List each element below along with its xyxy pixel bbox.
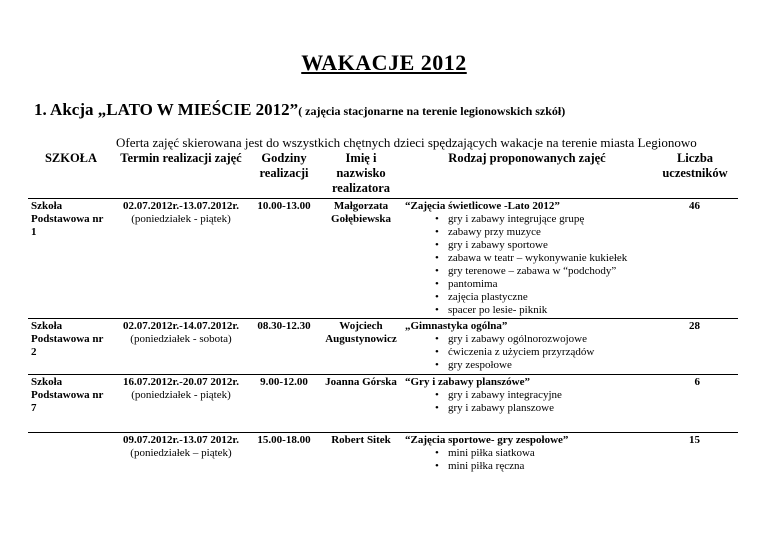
hours-cell: 15.00-18.00 xyxy=(248,433,320,493)
header-activities: Rodzaj proponowanych zajęć xyxy=(448,151,606,165)
header-person: Imię i nazwisko realizatora xyxy=(331,151,391,195)
activity-list xyxy=(405,389,649,415)
person-cell: Wojciech Augustynowicz xyxy=(320,319,402,375)
term-dates: 02.07.2012r.-14.07.2012r. xyxy=(123,320,239,332)
activity-item: • gry i zabawy sportowe xyxy=(435,239,649,252)
activity-item: • zabawy przy muzyce xyxy=(435,226,649,239)
table-body xyxy=(28,199,738,493)
count-cell: 28 xyxy=(652,319,738,375)
activity-item: • zabawa w teatr – wykonywanie kukiełek xyxy=(435,252,649,265)
activity-list xyxy=(405,447,649,473)
activities-cell xyxy=(402,433,652,493)
activity-item: • gry terenowe – zabawa w “podchody” xyxy=(435,265,649,278)
header-term: Termin realizacji zajęć xyxy=(120,151,242,165)
term-days: (poniedziałek - piątek) xyxy=(131,213,231,225)
term-cell xyxy=(114,319,248,375)
table-row xyxy=(28,199,738,319)
activity-item: • mini piłka ręczna xyxy=(435,460,649,473)
header-hours: Godziny realizacji xyxy=(259,151,309,180)
count-cell: 46 xyxy=(652,199,738,319)
activity-title: „Gimnastyka ogólna” xyxy=(405,320,508,332)
section-sub: ( zajęcia stacjonarne na terenie legionowskich szkół) xyxy=(298,104,566,118)
header-school: SZKOŁA xyxy=(44,151,98,165)
table-row xyxy=(28,375,738,433)
school-cell: Szkoła Podstawowa nr 2 xyxy=(28,319,114,375)
activities-table xyxy=(28,150,738,493)
term-cell xyxy=(114,199,248,319)
count-cell: 6 xyxy=(652,375,738,433)
activity-title: “Gry i zabawy planszówe” xyxy=(405,376,530,388)
school-cell: Szkoła Podstawowa nr 1 xyxy=(28,199,114,319)
activity-list xyxy=(405,213,649,317)
activity-item: • gry i zabawy integracyjne xyxy=(435,389,649,402)
term-days: (poniedziałek - piątek) xyxy=(131,389,231,401)
activity-item: • gry zespołowe xyxy=(435,359,649,372)
activity-item: • gry i zabawy integrujące grupę xyxy=(435,213,649,226)
term-cell xyxy=(114,433,248,493)
activity-item: • ćwiczenia z użyciem przyrządów xyxy=(435,346,649,359)
table-row xyxy=(28,319,738,375)
person-cell: Małgorzata Gołębiewska xyxy=(320,199,402,319)
term-cell xyxy=(114,375,248,433)
school-cell xyxy=(28,433,114,493)
activities-cell xyxy=(402,199,652,319)
activities-cell xyxy=(402,375,652,433)
count-cell: 15 xyxy=(652,433,738,493)
person-cell: Robert Sitek xyxy=(320,433,402,493)
term-dates: 09.07.2012r.-13.07 2012r. xyxy=(123,434,239,446)
header-count: Liczba uczestników xyxy=(662,151,728,180)
school-cell: Szkoła Podstawowa nr 7 xyxy=(28,375,114,433)
activity-title: “Zajęcia świetlicowe -Lato 2012” xyxy=(405,200,560,212)
term-dates: 02.07.2012r.-13.07.2012r. xyxy=(123,200,239,212)
term-dates: 16.07.2012r.-20.07 2012r. xyxy=(123,376,239,388)
hours-cell: 9.00-12.00 xyxy=(248,375,320,433)
section-heading xyxy=(34,100,565,120)
activity-item: • gry i zabawy planszowe xyxy=(435,402,649,415)
term-days: (poniedziałek - sobota) xyxy=(130,333,232,345)
section-main: 1. Akcja „LATO W MIEŚCIE 2012” xyxy=(34,100,299,119)
document-title: WAKACJE 2012 xyxy=(301,50,467,75)
table-header-row xyxy=(28,150,738,199)
activity-item: • zajęcia plastyczne xyxy=(435,291,649,304)
table-row xyxy=(28,433,738,493)
activity-item: • gry i zabawy ogólnorozwojowe xyxy=(435,333,649,346)
person-cell: Joanna Górska xyxy=(320,375,402,433)
activity-list xyxy=(405,333,649,372)
activity-item: • mini piłka siatkowa xyxy=(435,447,649,460)
term-days: (poniedziałek – piątek) xyxy=(130,447,232,459)
activity-item: • spacer po lesie- piknik xyxy=(435,304,649,317)
activities-cell xyxy=(402,319,652,375)
activity-title: “Zajęcia sportowe- gry zespołowe” xyxy=(405,434,569,446)
hours-cell: 08.30-12.30 xyxy=(248,319,320,375)
hours-cell: 10.00-13.00 xyxy=(248,199,320,319)
activity-item: • pantomima xyxy=(435,278,649,291)
offer-note: Oferta zajęć skierowana jest do wszystkich chętnych dzieci spędzających wakacje na terenie miasta Legionowo xyxy=(116,135,697,150)
